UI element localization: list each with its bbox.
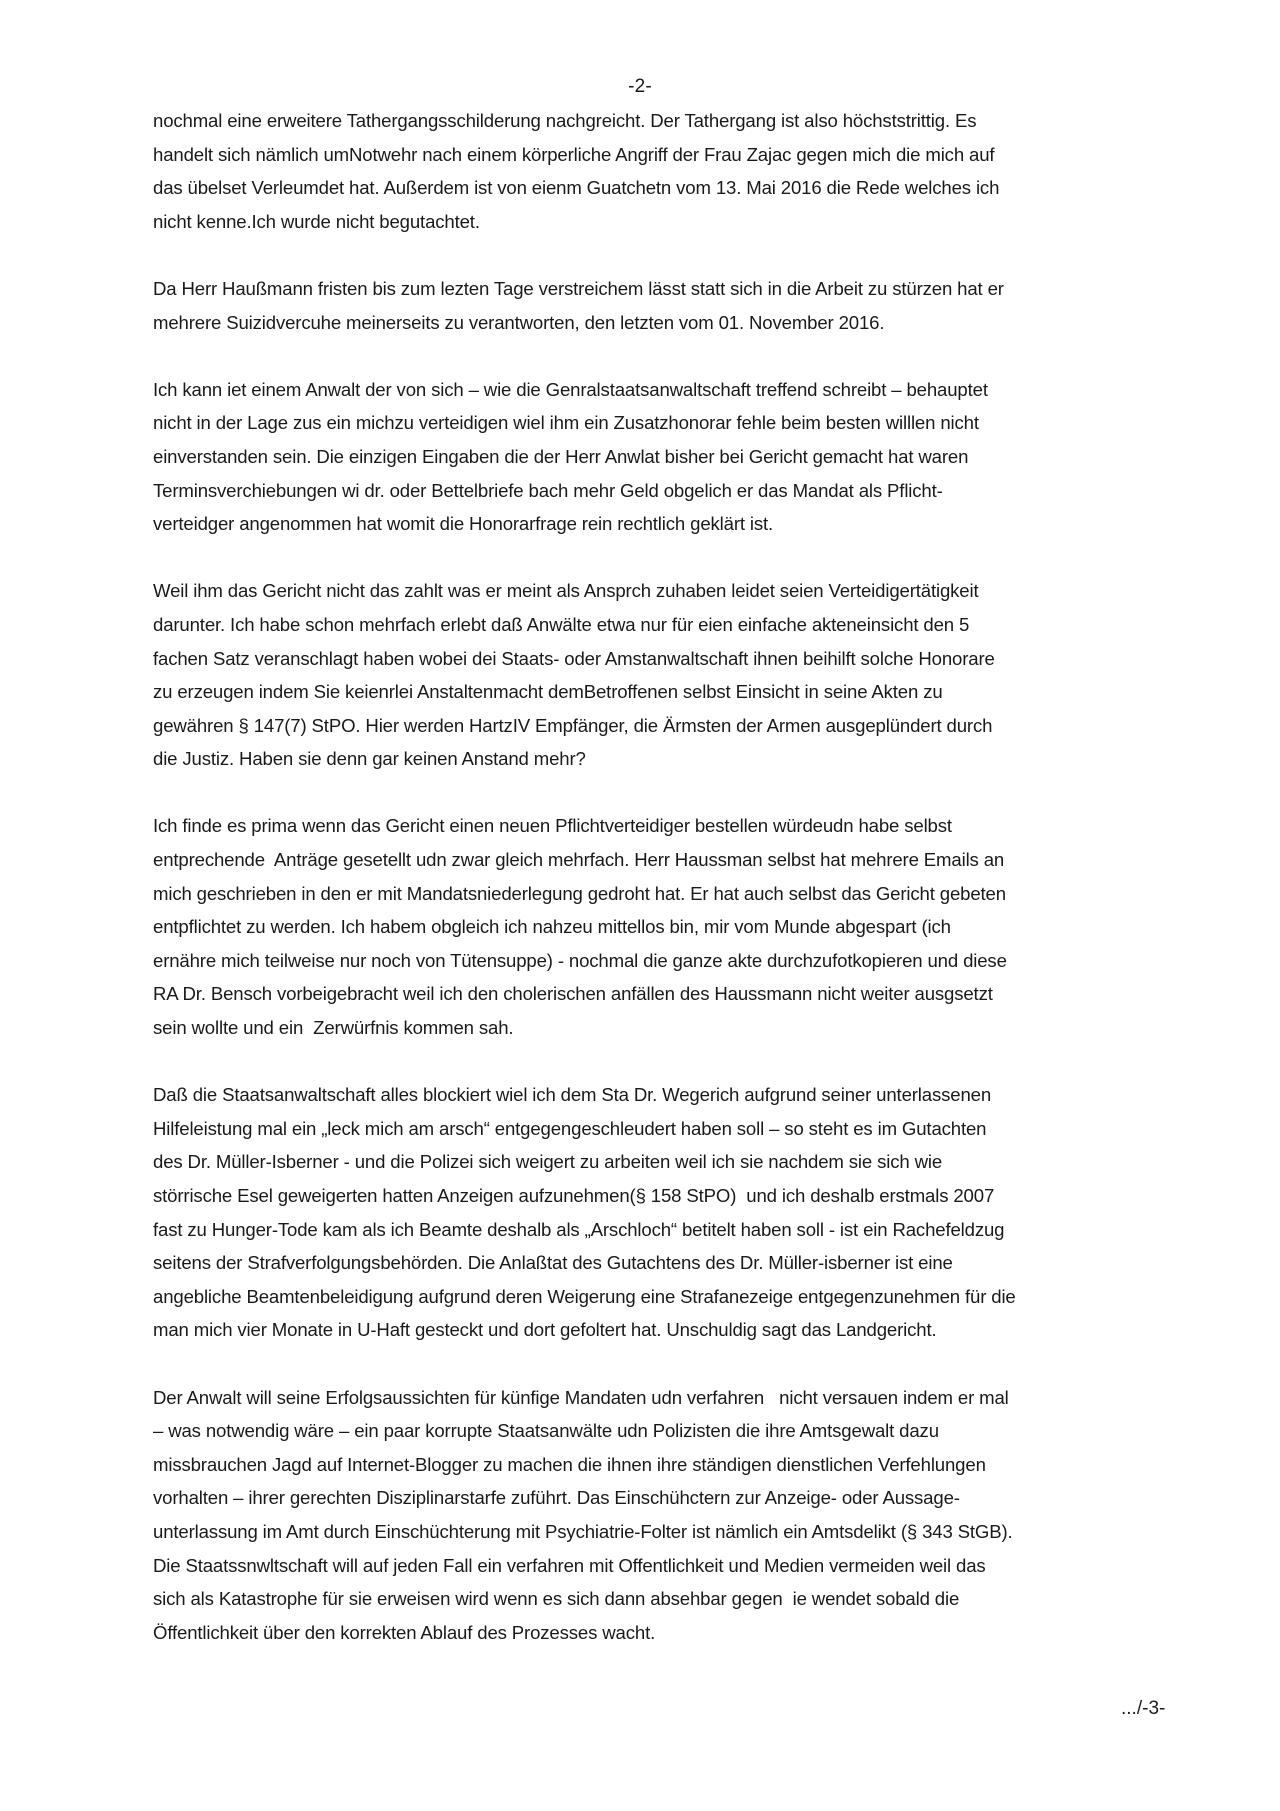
page-number: -2-	[628, 76, 652, 97]
text-line: Öffentlichkeit über den korrekten Ablauf des Prozesses wacht.	[153, 1621, 656, 1643]
text-line: RA Dr. Bensch vorbeigebracht weil ich den cholerischen anfällen des Haussmann nicht weiter ausgsetzt	[153, 983, 993, 1005]
paragraph	[153, 272, 1193, 339]
text-line: einverstanden sein. Die einzigen Eingaben die der Herr Anwlat bisher bei Gericht gemacht hat waren	[153, 445, 969, 467]
text-line: Ich finde es prima wenn das Gericht einen neuen Pflichtverteidiger bestellen würdeudn habe selbst	[153, 815, 952, 837]
paragraph	[153, 574, 1193, 776]
text-line: Die Staatssnwltschaft will auf jeden Fall ein verfahren mit Offentlichkeit und Medien vermeiden weil das	[153, 1554, 986, 1576]
text-line: Ich kann iet einem Anwalt der von sich – wie die Genralstaatsanwaltschaft treffend schreibt – behauptet	[153, 378, 988, 400]
text-line: sich als Katastrophe für sie erweisen wird wenn es sich dann absehbar gegen ie wendet sobald die	[153, 1588, 960, 1610]
text-line: missbrauchen Jagd auf Internet-Blogger zu machen die ihnen ihre ständigen dienstlichen Verfehlungen	[153, 1453, 986, 1475]
text-line: störrische Esel geweigerten hatten Anzeigen aufzunehmen(§ 158 StPO) und ich deshalb erstmals 2007	[153, 1185, 995, 1206]
text-line: gewähren § 147(7) StPO. Hier werden HartzIV Empfänger, die Ärmsten der Armen ausgeplündert durch	[153, 714, 993, 736]
text-line: man mich vier Monate in U-Haft gesteckt und dort gefoltert hat. Unschuldig sagt das Landgericht.	[153, 1319, 937, 1341]
text-line: vorhalten – ihrer gerechten Disziplinarstarfe zuführt. Das Einschühctern zur Anzeige- oder Aussage-	[153, 1487, 960, 1509]
text-line: fast zu Hunger-Tode kam als ich Beamte deshalb als „Arschloch“ betitelt haben soll - ist ein Rachefeldzug	[153, 1218, 1005, 1240]
text-line: Terminsverchiebungen wi dr. oder Bettelbriefe bach mehr Geld obgelich er das Mandat als Pflicht-	[153, 479, 943, 501]
text-line: unterlassung im Amt durch Einschüchterung mit Psychiatrie-Folter ist nämlich ein Amtsdelikt (§ 343 StGB).	[153, 1520, 1013, 1542]
text-line: das übelset Verleumdet hat. Außerdem ist von eienm Guatchetn vom 13. Mai 2016 die Rede welches ich	[153, 177, 1000, 199]
text-line: Daß die Staatsanwaltschaft alles blockiert wiel ich dem Sta Dr. Wegerich aufgrund seiner unterlassenen	[153, 1084, 992, 1106]
text-line: fachen Satz veranschlagt haben wobei dei Staats- oder Amstanwaltschaft ihnen beihilft solche Honorare	[153, 647, 995, 669]
text-line: sein wollte und ein Zerwürfnis kommen sah.	[153, 1017, 514, 1039]
text-line: zu erzeugen indem Sie keienrlei Anstaltenmacht demBetroffenen selbst Einsicht in seine Akten zu	[153, 681, 943, 703]
text-line: mich geschrieben in den er mit Mandatsniederlegung gedroht hat. Er hat auch selbst das Gericht gebeten	[153, 882, 1006, 904]
text-line: Der Anwalt will seine Erfolgsaussichten für künfige Mandaten udn verfahren nicht versauen indem er mal	[153, 1386, 1009, 1408]
letter-body	[153, 104, 1193, 1683]
paragraph	[153, 104, 1193, 238]
text-line: entprechende Anträge gesetellt udn zwar gleich mehrfach. Herr Haussman selbst hat mehrere Emails an	[153, 849, 1005, 871]
text-line: ernähre mich teilweise nur noch von Tütensuppe) - nochmal die ganze akte durchzufotkopieren und diese	[153, 949, 1007, 971]
text-line: handelt sich nämlich umNotwehr nach einem körperliche Angriff der Frau Zajac gegen mich die mich auf	[153, 143, 995, 165]
text-line: Da Herr Haußmann fristen bis zum lezten Tage verstreichem lässt statt sich in die Arbeit zu stürzen hat er	[153, 277, 1004, 299]
text-line: – was notwendig wäre – ein paar korrupte Staatsanwälte udn Polizisten die ihre Amtsgewalt dazu	[153, 1420, 939, 1442]
text-line: nochmal eine erweitere Tathergangsschilderung nachgreicht. Der Tathergang ist also höchststrittig. Es	[153, 110, 977, 131]
text-line: entpflichtet zu werden. Ich habem obgleich ich nahzeu mittellos bin, mir vom Munde abgespart (ich	[153, 916, 951, 938]
text-line: nicht in der Lage zus ein michzu verteidigen wiel ihm ein Zusatzhonorar fehle beim besten willlen nicht	[153, 412, 979, 434]
text-line: mehrere Suizidvercuhe meinerseits zu verantworten, den letzten vom 01. November 2016.	[153, 311, 885, 333]
text-line: verteidger angenommen hat womit die Honorarfrage rein rechtlich geklärt ist.	[153, 513, 774, 535]
text-line: Hilfeleistung mal ein „leck mich am arsch“ entgegengeschleudert haben soll – so steht es im Gutachten	[153, 1117, 987, 1139]
text-line: nicht kenne.Ich wurde nicht begutachtet.	[153, 210, 480, 232]
text-line: des Dr. Müller-Isberner - und die Polizei sich weigert zu arbeiten weil ich sie nachdem sie sich wie	[153, 1151, 943, 1173]
text-line: seitens der Strafverfolgungsbehörden. Die Anlaßtat des Gutachtens des Dr. Müller-isberner ist eine	[153, 1252, 953, 1274]
continuation-marker: .../-3-	[1121, 1698, 1166, 1719]
paragraph	[153, 1078, 1193, 1347]
text-line: darunter. Ich habe schon mehrfach erlebt daß Anwälte etwa nur für eien einfache akteneinsicht den 5	[153, 613, 970, 635]
text-line: die Justiz. Haben sie denn gar keinen Anstand mehr?	[153, 748, 586, 770]
text-line: angebliche Beamtenbeleidigung aufgrund deren Weigerung eine Strafanezeige entgegenzunehmen für die	[153, 1285, 1016, 1307]
paragraph	[153, 809, 1193, 1044]
paragraph	[153, 373, 1193, 541]
paragraph	[153, 1381, 1193, 1650]
text-line: Weil ihm das Gericht nicht das zahlt was er meint als Ansprch zuhaben leidet seien Verteidigertätigkeit	[153, 580, 979, 602]
